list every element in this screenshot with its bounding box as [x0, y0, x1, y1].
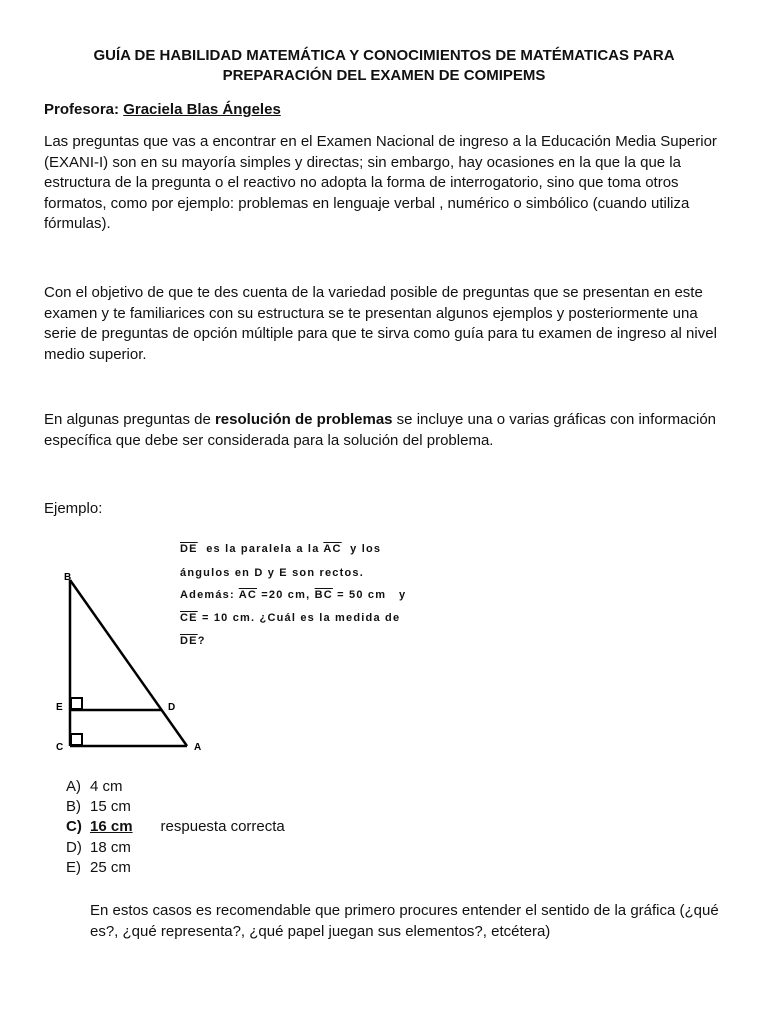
title-line-1: GUÍA DE HABILIDAD MATEMÁTICA Y CONOCIMIENTOS DE MATÉMATICAS PARA	[93, 47, 675, 64]
option-letter: D)	[66, 839, 82, 856]
option-letter: C)	[66, 818, 82, 835]
option-a	[66, 777, 123, 797]
intro-paragraph-1: Las preguntas que vas a encontrar en el Examen Nacional de ingreso a la Educación Media Superior (EXANI-I) son en su mayoría simples y directas; sin embargo, hay ocasiones en la que la que la estructura de la pregunta o el reactivo no adopta la forma de interrogatorio, sino que toma otros formatos, como por ejemplo: problemas en lenguaje verbal , numérico o simbólico (cuando utiliza fórmulas).	[44, 133, 717, 232]
right-angle-c-icon	[71, 734, 82, 745]
option-value: 4 cm	[90, 778, 123, 795]
intro-paragraph-2: Con el objetivo de que te des cuenta de la variedad posible de preguntas que se presentan en este examen y te familiarices con su estructura se te presentan algunos ejemplos y posteriormente una serie de preguntas de opción múltiple para que te sirva como guía para tu examen de ingreso al nivel medio superior.	[44, 284, 717, 363]
teacher-line	[44, 101, 281, 118]
option-value: 25 cm	[90, 859, 131, 876]
segment-ce: $\overline{CE}$	[180, 612, 198, 624]
option-e	[66, 858, 131, 878]
option-value: 15 cm	[90, 798, 131, 815]
problem-text: Además:	[180, 589, 239, 601]
option-letter: A)	[66, 778, 81, 795]
problem-text: = 50 cm y	[332, 589, 407, 601]
paragraph-3-start: En algunas preguntas de	[44, 411, 215, 428]
problem-line-2: ángulos en D y E son rectos.	[180, 567, 364, 579]
label-a: A	[194, 742, 202, 753]
document-title	[40, 46, 728, 86]
problem-text: y los	[341, 543, 382, 555]
example-label: Ejemplo:	[44, 500, 103, 517]
paragraph-3-bold: resolución de problemas	[214, 411, 393, 428]
problem-text: es la paralela a la	[197, 543, 324, 555]
teacher-label: Profesora:	[44, 101, 120, 118]
teacher-name: Graciela Blas Ángeles	[123, 101, 281, 118]
problem-line-1	[180, 543, 381, 555]
label-e: E	[56, 702, 63, 713]
label-c: C	[56, 742, 64, 753]
side-ba	[70, 580, 187, 746]
segment-ac: $\overline{AC}$	[323, 543, 342, 555]
segment-de: $\overline{DE}$	[180, 635, 198, 647]
paragraph-3-end: se incluye una o varias gráficas con información específica que debe ser considerada para la solución del problema.	[44, 411, 717, 449]
label-d: D	[168, 702, 176, 713]
segment-de: $\overline{DE}$	[180, 543, 198, 555]
problem-text: =20 cm,	[257, 589, 315, 601]
triangle-figure	[40, 560, 230, 760]
label-b: B	[64, 572, 72, 583]
right-angle-e-icon	[71, 698, 82, 709]
advice-paragraph: En estos casos es recomendable que primero procures entender el sentido de la gráfica (¿qué es?, ¿qué representa?, ¿qué papel juegan sus elementos?, etcétera)	[90, 902, 719, 940]
correct-answer-note: respuesta correcta	[160, 818, 285, 835]
option-c	[66, 817, 285, 837]
intro-paragraph-3	[44, 410, 734, 451]
segment-ac: $\overline{AC}$	[238, 589, 258, 601]
title-line-2: PREPARACIÓN DEL EXAMEN DE COMIPEMS	[222, 67, 546, 84]
option-value: 16 cm	[90, 818, 133, 835]
segment-bc: $\overline{BC}$	[314, 589, 333, 601]
option-b	[66, 797, 131, 817]
problem-text: ?	[197, 635, 206, 647]
option-letter: B)	[66, 798, 81, 815]
option-letter: E)	[66, 859, 81, 876]
option-value: 18 cm	[90, 839, 131, 856]
problem-text: = 10 cm. ¿Cuál es la medida de	[197, 612, 401, 624]
option-d	[66, 838, 131, 858]
